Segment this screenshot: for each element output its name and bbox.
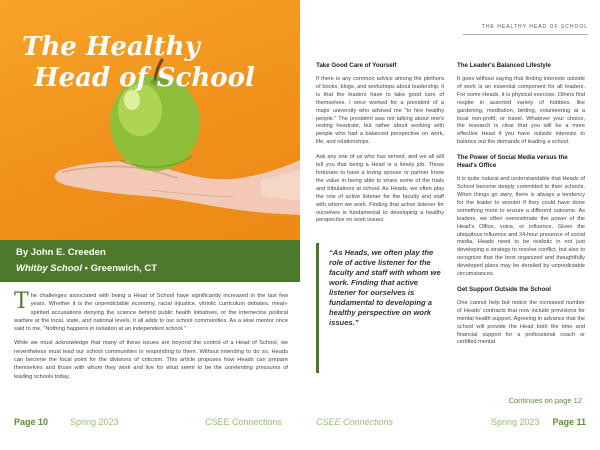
heading-social-media: The Power of Social Media versus the Head's Office [457, 154, 568, 170]
publication-left: CSEE Connections [204, 417, 282, 427]
separator-dot: • [84, 263, 88, 274]
col2-paragraph-1: It goes without saying that finding interests outside of work is an essential component for all leaders. For some Heads, it is physical exercise. Others find respite in assorted variety of hobbies, like gardening, meditation, birding, volunteering at a local non-profit, or travel. Whatever your choice, the research is clear that you will be a more effective Head if you have outside interests to balance out the demands of leading a school. [457, 76, 585, 146]
pull-quote [316, 243, 444, 373]
article-title [22, 32, 292, 94]
continues-link[interactable]: Continues on page 12 [508, 396, 582, 405]
drop-cap: T [14, 289, 29, 314]
page-number-right: Page 11 [552, 417, 586, 427]
issue-left: Spring 2023 [70, 417, 119, 427]
heading-get-support: Get Support Outside the School [457, 285, 551, 293]
author-name: By John E. Creeden [16, 247, 106, 258]
left-footer [14, 417, 286, 431]
school-name: Whitby School [16, 263, 82, 274]
column-1 [316, 62, 444, 232]
col1-paragraph-1: If there is any common advice among the plethora of books, blogs, and workshops about leadership, it is that the leaders have to take good care of themselves. I once worked for a president of a major university who advised me "to hire healthy people." The president was not talking about one's resting heartrate, but rather about working with people who had a balanced perspective on work, life, and relationships. [316, 76, 444, 146]
heading-take-care: Take Good Care of Yourself [316, 62, 397, 69]
author-affiliation [16, 263, 157, 274]
right-page [300, 0, 600, 450]
page-number-left: Page 10 [14, 417, 49, 427]
pull-quote-text: “As Heads, we often play the role of active listener for the faculty and staff with whom we work. Finding that active listener for ourselves is fundamental to developing a healthy perspective on work issues.” [329, 248, 441, 327]
intro-paragraph-2: While we must acknowledge that many of these issues are beyond the control of a Head of School, we nevertheless must lead our school communities in responding to them. Without intending to do so, Heads can become the focal point for the divisions of criticism. This article proposes how Heads can prepare themselves and those with whom they work and live for what seem to be the unrelenting pressures of leading schools today. [14, 340, 288, 380]
col2-paragraph-3: One cannot help but notice the increased number of Heads' contracts that now include provisions for mental health support. Agreeing in advance that the school will provide the Head both the time and financial support for a professional coach or certified mental [457, 299, 585, 346]
location: Greenwich, CT [90, 263, 158, 274]
col2-paragraph-2: It is quite natural and understandable that Heads of School become deeply committed to their schools. When things go awry, there is always a tendency for the leader to wonder if they could have done something more to ensure a different outcome. As leaders, we often overestimate the power of the Head's Office, voice, or influence. Given the ubiquitous influence and 24-hour presence of social media, Heads need to be realistic in not just developing a strategy to resolve conflict, but also to recognize that the best organized and thoughtfully developed plans may be derailed by unpredictable circumstances. [457, 176, 585, 278]
heading-balanced-lifestyle: The Leader's Balanced Lifestyle [457, 62, 551, 69]
column-2 [457, 62, 585, 354]
intro-paragraph-1 [14, 289, 288, 333]
running-head-rule [463, 34, 588, 35]
issue-right: Spring 2023 [491, 417, 540, 427]
title-line-1: The Healthy [22, 32, 200, 62]
publication-right: CSEE Connections [316, 417, 394, 427]
right-footer [316, 417, 586, 431]
intro-text [14, 289, 288, 381]
intro-paragraph-1-text: he challenges associated with being a Head of School have significantly increased in the last few years. Whether it is the unpredictable economy, racial injustice, vitriolic curriculum debates, mean-spirited accusations denying the science behind public health initiatives, or the intemecine political warfare at the local, state, and national levels, it all adds to our school communities. As a wise mentor once said to me, "Nothing happens in isolation at an independent school." [14, 293, 288, 333]
running-head: THE HEALTHY HEAD OF SCHOOL [481, 24, 588, 30]
col1-paragraph-2: Ask any one of us who has served, and we all will tell you that being a Head is a lonely job. Those fortunate to have a loving spouse or partner know the value in being able to share some of the trials and tribulations at school. As Heads, we often play the role of active listener for the faculty and staff with whom we work. Finding that active listener for ourselves is fundamental to developing a healthy perspective on work issues. [316, 154, 444, 224]
byline-bar [0, 240, 300, 282]
hero-image [0, 0, 300, 240]
title-line-2: Head of School [34, 63, 255, 93]
